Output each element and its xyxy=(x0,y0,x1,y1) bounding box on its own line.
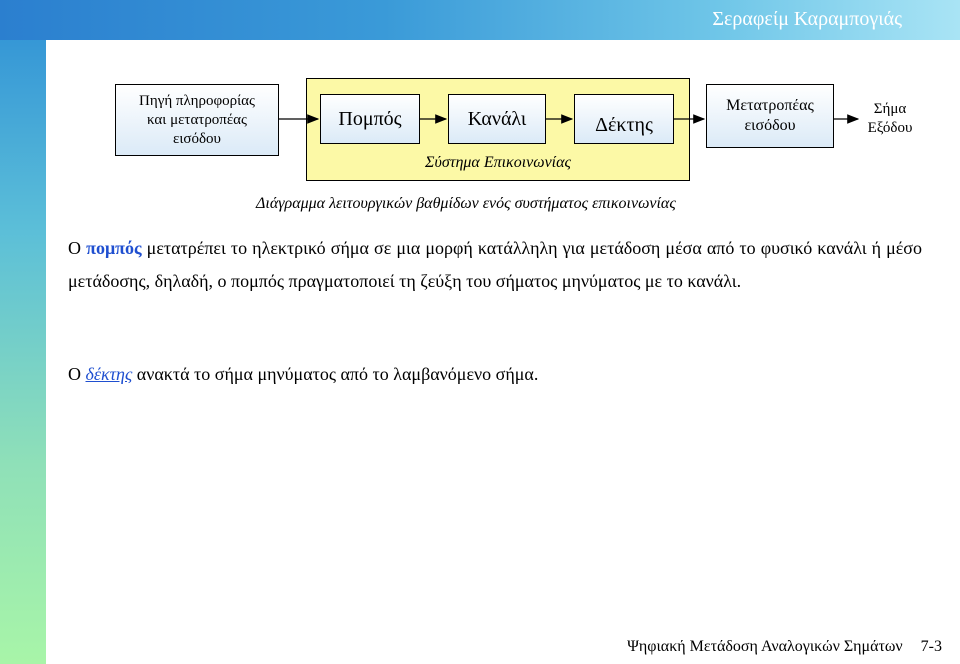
diagram-caption: Διάγραμμα λειτουργικών βαθμίδων ενός συστήματος επικοινωνίας xyxy=(256,195,676,212)
output-converter-block xyxy=(706,84,834,148)
source-line-3: εισόδου xyxy=(173,130,221,147)
output-signal-label xyxy=(852,100,928,138)
output-line-1: Σήμα xyxy=(873,101,907,117)
receiver-block xyxy=(574,94,674,144)
transmitter-label: Πομπός xyxy=(338,107,402,130)
output-line-2: Εξόδου xyxy=(867,120,913,136)
sidebar-gradient xyxy=(0,0,46,664)
converter-line-1: Μετατροπέας xyxy=(726,97,814,114)
p1-prefix: Ο xyxy=(68,238,87,258)
header-bar xyxy=(0,0,960,40)
channel-label: Κανάλι xyxy=(467,107,527,130)
paragraph-receiver xyxy=(68,358,922,391)
author-name: Σεραφείμ Καραμπογιάς xyxy=(712,8,902,30)
receiver-label: Δέκτης xyxy=(595,114,653,136)
footer-title: Ψηφιακή Μετάδοση Αναλογικών Σημάτων xyxy=(627,638,903,655)
footer xyxy=(627,638,942,656)
term-transmitter: πομπός xyxy=(86,238,142,258)
p1-text: μετατρέπει το ηλεκτρικό σήμα σε μια μορφή κατάλληλη για μετάδοση μέσα από το φυσικό κανάλι ή μέσο μετάδοσης, δηλαδή, ο πομπός πραγματοποιεί τη ζεύξη του σήματος μηνύματος με το κανάλι. xyxy=(68,238,923,291)
transmitter-block xyxy=(320,94,420,144)
source-line-1: Πηγή πληροφορίας xyxy=(139,92,255,109)
term-receiver: δέκτης xyxy=(85,364,133,384)
p2-text: ανακτά το σήμα μηνύματος από το λαμβανόμενο σήμα. xyxy=(132,364,539,384)
page-number: 7-3 xyxy=(920,638,942,655)
paragraph-transmitter xyxy=(68,232,922,298)
source-line-2: και μετατροπέας xyxy=(147,111,247,128)
channel-block xyxy=(448,94,546,144)
p2-prefix: Ο xyxy=(68,364,86,384)
converter-line-2: εισόδου xyxy=(744,117,796,134)
system-label: Σύστημα Επικοινωνίας xyxy=(424,154,572,171)
source-block xyxy=(115,84,279,156)
